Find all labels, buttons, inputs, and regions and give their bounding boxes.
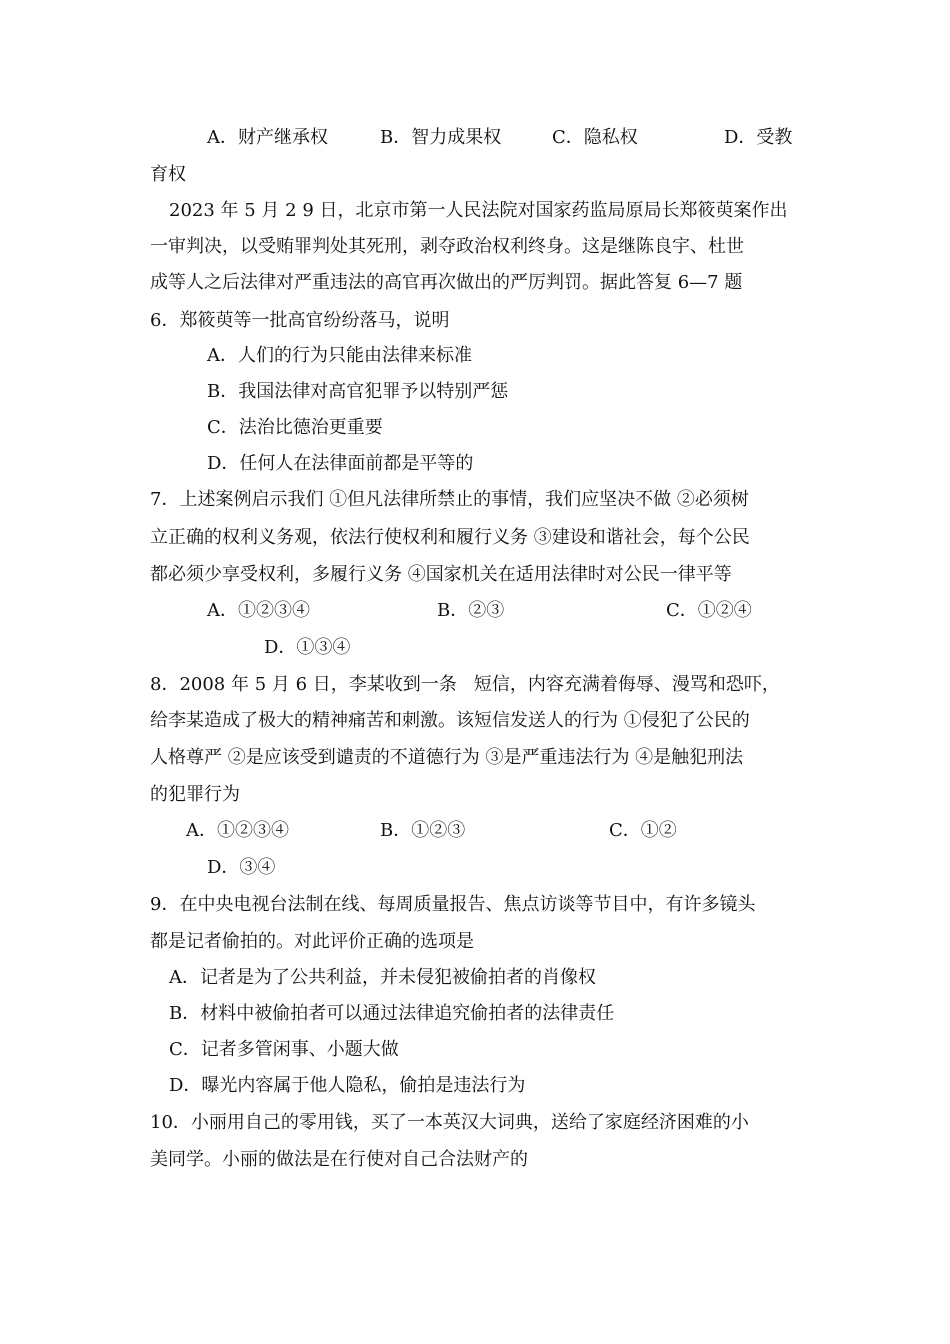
question-9-stem: 都是记者偷拍的。对此评价正确的选项是 [150,931,474,952]
passage-line: 一审判决，以受贿罪判处其死刑，剥夺政治权利终身。这是继陈良宇、杜世 [150,236,744,257]
question-7-option-b: B．②③ [437,600,505,621]
question-10-stem: 美同学。小丽的做法是在行使对自己合法财产的 [150,1149,528,1170]
question-10-stem: 10．小丽用自己的零用钱，买了一本英汉大词典，送给了家庭经济困难的小 [150,1112,749,1133]
passage-line: 2023 年 5 月 2 9 日，北京市第一人民法院对国家药监局原局长郑筱萸案作出 [169,200,788,221]
question-7-stem: 都必须少享受权利，多履行义务 ④国家机关在适用法律时对公民一律平等 [150,564,732,585]
question-6-option-c: C．法治比德治更重要 [207,417,383,438]
question-7-option-a: A．①②③④ [207,600,310,621]
question-8-option-d: D．③④ [207,857,276,878]
question-8-stem: 给李某造成了极大的精神痛苦和刺激。该短信发送人的行为 ①侵犯了公民的 [150,710,750,731]
question-7-stem: 7．上述案例启示我们 ①但凡法律所禁止的事情，我们应坚决不做 ②必须树 [150,489,749,510]
question-6-option-d: D．任何人在法律面前都是平等的 [207,453,474,474]
question-8-stem: 的犯罪行为 [150,784,240,805]
question-8-option-a: A．①②③④ [186,820,289,841]
question-7-option-d: D．①③④ [264,637,351,658]
question-9-option-b: B．材料中被偷拍者可以通过法律追究偷拍者的法律责任 [169,1003,615,1024]
option-b: B．智力成果权 [380,127,502,148]
question-6-option-b: B．我国法律对高官犯罪予以特别严惩 [207,381,509,402]
question-7-option-c: C．①②④ [666,600,752,621]
question-9-option-c: C．记者多管闲事、小题大做 [169,1039,399,1060]
option-d: D．受教 [724,127,793,148]
question-6-stem: 6．郑筱萸等一批高官纷纷落马，说明 [150,310,450,331]
question-9-stem: 9．在中央电视台法制在线、每周质量报告、焦点访谈等节目中，有许多镜头 [150,894,756,915]
question-8-stem: 8．2008 年 5 月 6 日，李某收到一条 短信，内容充满着侮辱、漫骂和恐吓， [150,674,780,695]
question-9-option-a: A．记者是为了公共利益，并未侵犯被偷拍者的肖像权 [169,967,596,988]
question-8-option-c: C．①② [609,820,677,841]
question-8-stem: 人格尊严 ②是应该受到谴责的不道德行为 ③是严重违法行为 ④是触犯刑法 [150,747,744,768]
passage-line: 成等人之后法律对严重违法的高官再次做出的严厉判罚。据此答复 6—7 题 [150,272,743,293]
option-a: A．财产继承权 [207,127,328,148]
question-8-option-b: B．①②③ [380,820,466,841]
option-d-continuation: 育权 [150,164,186,185]
question-6-option-a: A．人们的行为只能由法律来标准 [207,345,472,366]
question-7-stem: 立正确的权利义务观，依法行使权利和履行义务 ③建设和谐社会，每个公民 [150,527,750,548]
question-9-option-d: D．曝光内容属于他人隐私，偷拍是违法行为 [169,1075,526,1096]
option-c: C．隐私权 [552,127,638,148]
